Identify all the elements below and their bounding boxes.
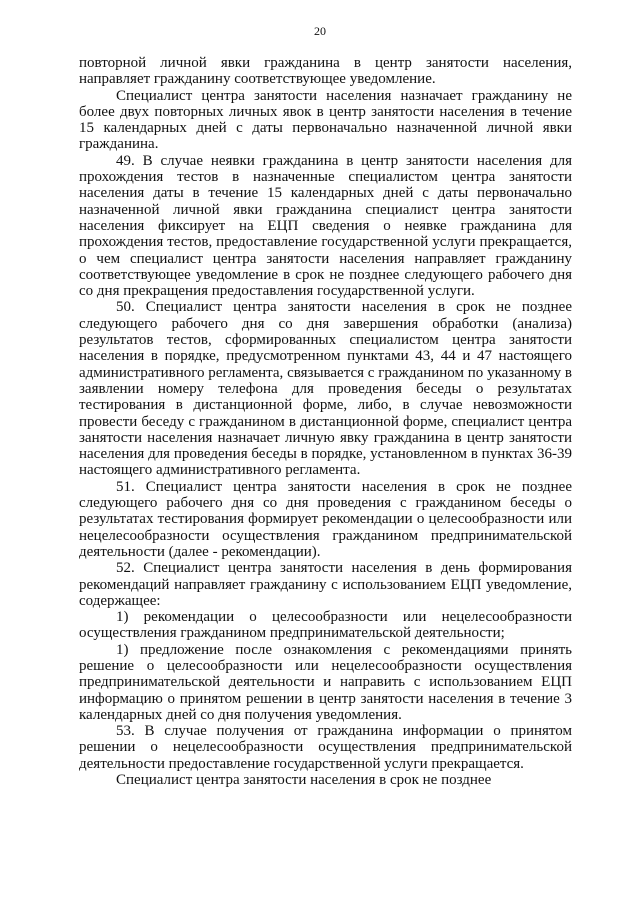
paragraph: 1) рекомендации о целесообразности или нецелесообразности осуществления гражданином предпринимательской деятельности; bbox=[79, 609, 572, 642]
paragraph: 50. Специалист центра занятости населения в срок не позднее следующего рабочего дня со дня завершения обработки (анализа) результатов тестов, сформированных специалистом центра занятости населения в порядке, предусмотренном пунктами 43, 44 и 47 настоящего административного регламента, связывается с гражданином по указанному в заявлении номеру телефона для проведения беседы о результатах тестирования в дистанционной форме, либо, в случае невозможности провести беседу с гражданином в дистанционной форме, специалист центра занятости населения назначает личную явку гражданина в центр занятости населения для проведения беседы в порядке, установленном в пунктах 36-39 настоящего административного регламента. bbox=[79, 299, 572, 479]
paragraph: Специалист центра занятости населения назначает гражданину не более двух повторных личных явок в центр занятости населения в течение 15 календарных дней с даты первоначально назначенной личной явки гражданина. bbox=[79, 87, 572, 153]
document-body bbox=[79, 55, 572, 788]
paragraph: 49. В случае неявки гражданина в центр занятости населения для прохождения тестов в назначенные специалистом центра занятости населения даты в течение 15 календарных дней с даты первоначально назначенной личной явки гражданина специалист центра занятости населения фиксирует на ЕЦП сведения о неявке гражданина для прохождения тестов, предоставление государственной услуги прекращается, о чем специалист центра занятости населения направляет гражданину соответствующее уведомление в срок не позднее следующего рабочего дня со дня прекращения предоставления государственной услуги. bbox=[79, 152, 572, 300]
paragraph: 51. Специалист центра занятости населения в срок не позднее следующего рабочего дня со дня проведения с гражданином беседы о результатах тестирования формирует рекомендации о целесообразности или нецелесообразности осуществления гражданином предпринимательской деятельности (далее - рекомендации). bbox=[79, 478, 572, 560]
paragraph: 53. В случае получения от гражданина информации о принятом решении о нецелесообразности осуществления предпринимательской деятельности предоставление государственной услуги прекращается. bbox=[79, 723, 572, 772]
paragraph: 52. Специалист центра занятости населения в день формирования рекомендаций направляет гражданину с использованием ЕЦП уведомление, содержащее: bbox=[79, 560, 572, 609]
paragraph: повторной личной явки гражданина в центр занятости населения, направляет гражданину соответствующее уведомление. bbox=[79, 55, 572, 88]
paragraph: Специалист центра занятости населения в срок не позднее bbox=[116, 772, 492, 789]
paragraph: 1) предложение после ознакомления с рекомендациями принять решение о целесообразности или нецелесообразности осуществления предпринимательской деятельности и направить с использованием ЕЦП информацию о принятом решении в центр занятости населения в течение 3 календарных дней со дня получения уведомления. bbox=[79, 641, 572, 723]
page-number: 20 bbox=[314, 24, 326, 38]
